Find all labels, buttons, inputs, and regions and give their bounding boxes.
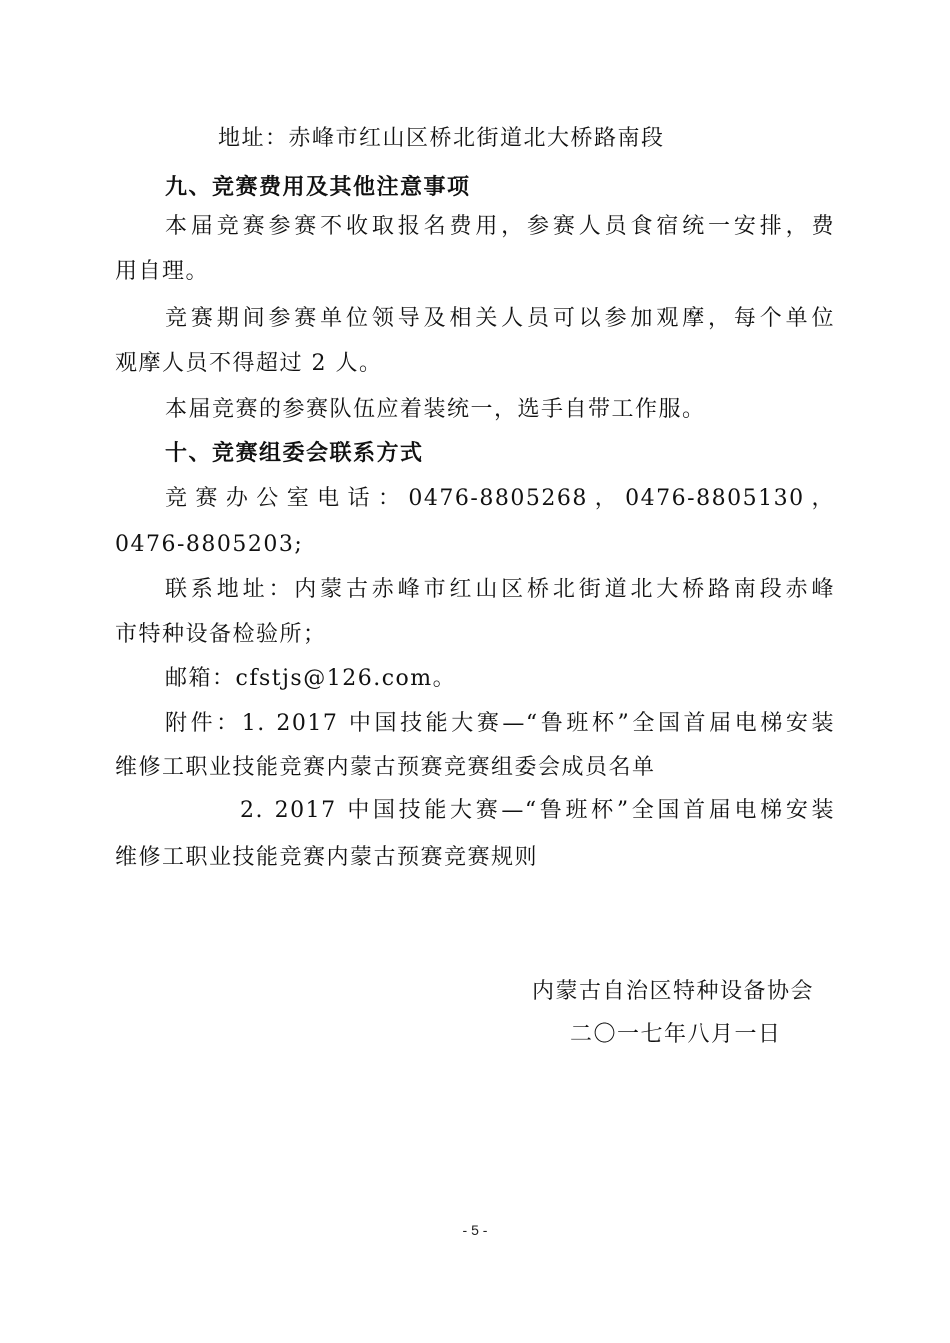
signature-date: 二〇一七年八月一日: [570, 1022, 782, 1047]
attachment-1-line-1: 附件：1. 2017 中国技能大赛—“鲁班杯”全国首届电梯安装: [165, 711, 835, 736]
section-9-paragraph-1-line-2: 用自理。: [115, 259, 210, 284]
section-10-heading: 十、竞赛组委会联系方式: [165, 440, 424, 466]
attachment-1-line-2: 维修工职业技能竞赛内蒙古预赛竞赛组委会成员名单: [115, 755, 656, 780]
signature-organization: 内蒙古自治区特种设备协会: [532, 979, 815, 1004]
page-number: - 5 -: [462, 1222, 488, 1238]
section-9-paragraph-1-line-1: 本届竞赛参赛不收取报名费用，参赛人员食宿统一安排，费: [165, 214, 835, 239]
email-line: 邮箱：cfstjs@126.com。: [165, 666, 457, 691]
section-9-paragraph-3: 本届竞赛的参赛队伍应着装统一，选手自带工作服。: [165, 397, 706, 422]
contact-address-line-2: 市特种设备检验所；: [115, 622, 327, 647]
office-phone-line-2: 0476-8805203;: [115, 532, 304, 557]
section-9-heading: 九、竞赛费用及其他注意事项: [165, 174, 471, 200]
office-phone-line-1: 竞赛办公室电话：0476-8805268，0476-8805130，: [165, 486, 835, 511]
attachment-2-line-1: 2. 2017 中国技能大赛—“鲁班杯”全国首届电梯安装: [240, 798, 835, 823]
section-9-paragraph-2-line-2: 观摩人员不得超过 2 人。: [115, 351, 383, 376]
contact-address-line-1: 联系地址：内蒙古赤峰市红山区桥北街道北大桥路南段赤峰: [165, 577, 835, 602]
section-9-paragraph-2-line-1: 竞赛期间参赛单位领导及相关人员可以参加观摩，每个单位: [165, 306, 835, 331]
attachment-2-line-2: 维修工职业技能竞赛内蒙古预赛竞赛规则: [115, 845, 539, 870]
address-line: 地址：赤峰市红山区桥北街道北大桥路南段: [218, 126, 665, 151]
